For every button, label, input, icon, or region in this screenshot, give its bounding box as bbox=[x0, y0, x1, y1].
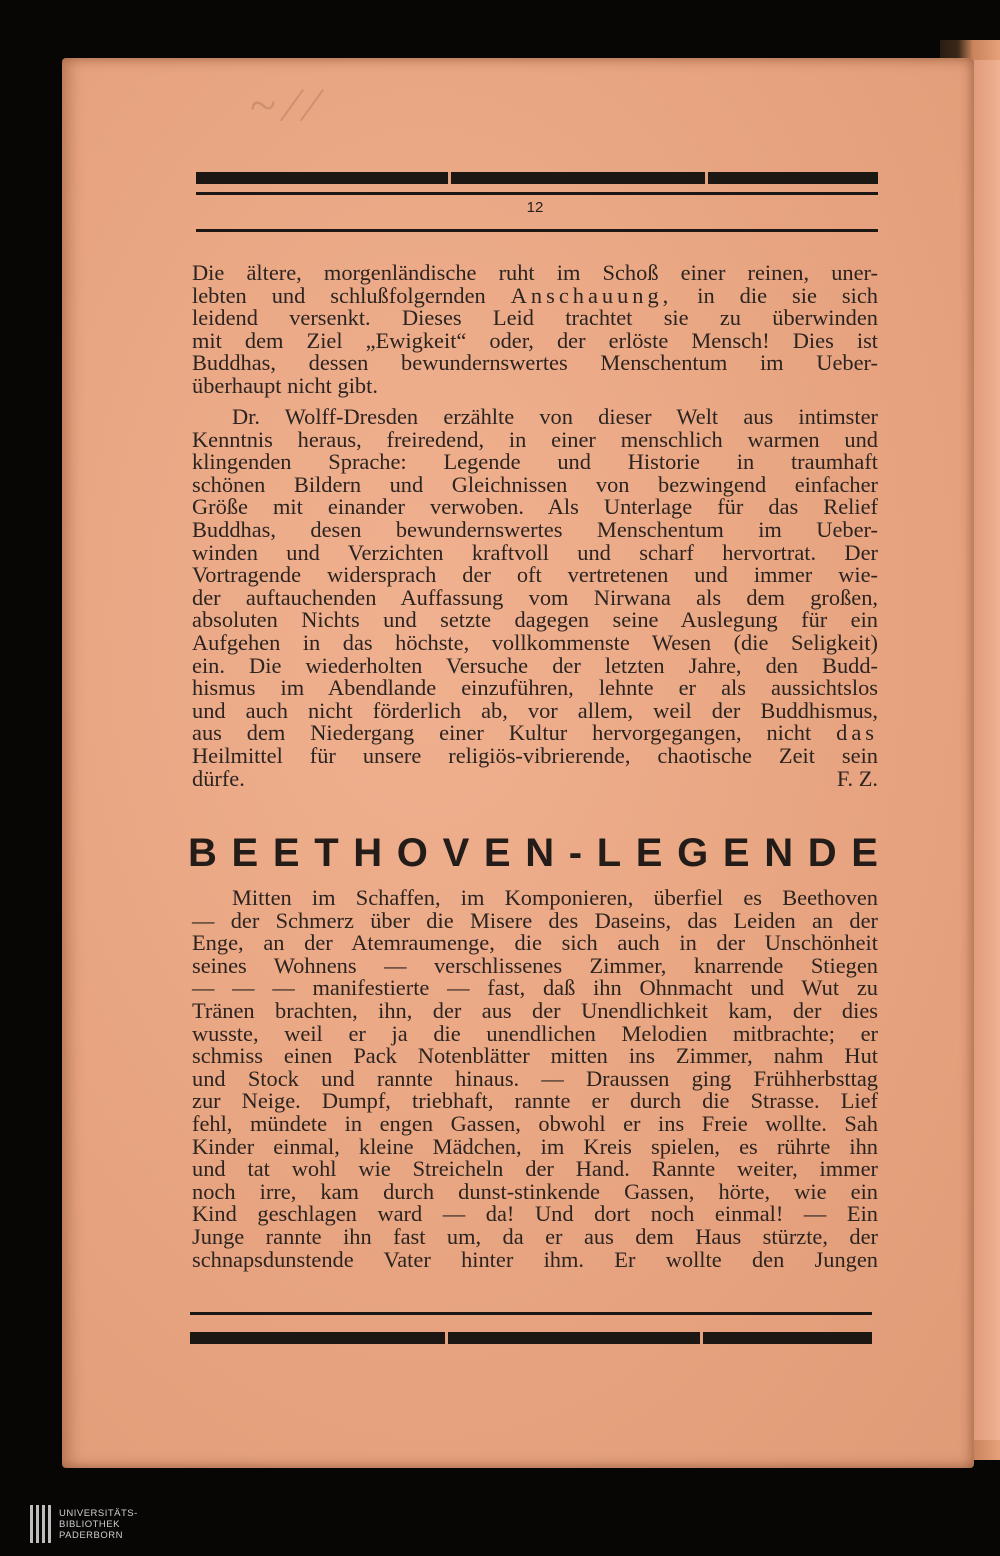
text-line: Dr. Wolff-Dresden erzählte von dieser Welt aus intimster bbox=[232, 404, 878, 429]
text-line: Enge, an der Atemraumenge, die sich auch in der Unschönheit bbox=[192, 930, 878, 956]
paragraph-lecture-report bbox=[192, 406, 878, 790]
text-line: Mitten im Schaffen, im Komponieren, überfiel es Beethoven bbox=[232, 885, 878, 910]
text-line: Kinder einmal, kleine Mädchen, im Kreis spielen, es rührte ihn bbox=[192, 1133, 878, 1159]
heading-letter: N bbox=[764, 831, 794, 875]
text-line: der auftauchenden Auffassung vom Nirwana als dem großen, bbox=[192, 584, 878, 610]
heading-letter: E bbox=[635, 831, 663, 875]
header-rule-thin bbox=[196, 192, 878, 195]
heading-letter: E bbox=[851, 831, 878, 875]
heading-letter: D bbox=[807, 831, 837, 875]
text-line: fehl, mündete in engen Gassen, obwohl er ins Freie wollte. Sah bbox=[192, 1110, 878, 1136]
heading-letter: - bbox=[568, 831, 583, 875]
text-line: klingenden Sprache: Legende und Historie in traumhaft bbox=[192, 449, 878, 475]
text-line: zur Neige. Dumpf, triebhaft, rannte er durch die Strasse. Lief bbox=[192, 1088, 878, 1114]
text-line-signoff bbox=[192, 765, 878, 791]
heading-letter: L bbox=[596, 831, 622, 875]
text-line: schmiss einen Pack Notenblätter mitten ins Zimmer, nahm Hut bbox=[192, 1043, 878, 1069]
footer-rule-gap bbox=[700, 1332, 703, 1344]
text-line: und auch nicht förderlich ab, vor allem, weil der Buddhismus, bbox=[192, 697, 878, 723]
text-fragment: dürfe. bbox=[192, 765, 245, 791]
text-line bbox=[192, 722, 878, 745]
spaced-emphasis: das bbox=[836, 720, 878, 746]
text-line: Tränen brachten, ihn, der aus der Unendlichkeit kam, der dies bbox=[192, 997, 878, 1023]
text-fragment: in die sie sich bbox=[697, 282, 878, 308]
text-fragment: lebten und schlußfolgernden bbox=[192, 282, 486, 308]
header-rule-gap bbox=[448, 172, 451, 184]
heading-letter: G bbox=[677, 831, 709, 875]
header-rule-thick bbox=[196, 172, 878, 184]
text-line: — der Schmerz über die Misere des Daseins, das Leiden an der bbox=[192, 907, 878, 933]
author-initials: F. Z. bbox=[836, 765, 878, 791]
text-line: Buddhas, dessen bewundernswertes Menschentum im Ueber- bbox=[192, 350, 878, 376]
text-line: winden und Verzichten kraftvoll und scharf hervortrat. Der bbox=[192, 539, 878, 565]
footer-rule-thick bbox=[190, 1332, 872, 1344]
header-rule-bottom bbox=[196, 229, 878, 232]
logo-line: BIBLIOTHEK bbox=[59, 1518, 120, 1530]
text-line: Die ältere, morgenländische ruht im Schoß einer reinen, uner- bbox=[192, 260, 878, 285]
paragraph-eastern-religion bbox=[192, 262, 878, 398]
text-line: Kenntnis heraus, freiredend, in einer menschlich warmen und bbox=[192, 426, 878, 452]
text-line: Aufgehen in das höchste, vollkommenste Wesen (die Seligkeit) bbox=[192, 629, 878, 655]
text-line: überhaupt nicht gibt. bbox=[192, 372, 378, 398]
text-line: — — — manifestierte — fast, daß ihn Ohnmacht und Wut zu bbox=[192, 975, 878, 1001]
footer-rule-gap bbox=[445, 1332, 448, 1344]
header-rule-gap bbox=[705, 172, 708, 184]
bleed-through-mark: ~ ⁄ ⁄ bbox=[250, 79, 316, 132]
text-line: Vortragende widersprach der oft vertretenen und immer wie- bbox=[192, 562, 878, 588]
heading-letter: T bbox=[314, 831, 339, 875]
text-line: hismus im Abendlande einzuführen, lehnte er als aussichtslos bbox=[192, 675, 878, 701]
text-line bbox=[192, 282, 878, 308]
text-line: und Stock und rannte hinaus. — Draussen ging Frühherbsttag bbox=[192, 1065, 878, 1091]
text-line: und tat wohl wie Streicheln der Hand. Rannte weiter, immer bbox=[192, 1156, 878, 1182]
text-line: schönen Bildern und Gleichnissen von bezwingend einfacher bbox=[192, 471, 878, 497]
heading-letter: V bbox=[442, 831, 470, 875]
logo-bars-icon bbox=[30, 1505, 51, 1543]
section-heading bbox=[188, 830, 878, 876]
page-number: 12 bbox=[526, 199, 544, 216]
heading-letter: E bbox=[722, 831, 750, 875]
text-line: schnapsdunstende Vater hinter ihm. Er wollte den Jungen bbox=[192, 1246, 878, 1272]
logo-line: PADERBORN bbox=[59, 1529, 123, 1541]
text-line: Heilmittel für unsere religiös-vibrierende, chaotische Zeit sein bbox=[192, 742, 878, 768]
heading-letter: B bbox=[188, 831, 217, 875]
heading-letter: N bbox=[525, 831, 555, 875]
logo-line: UNIVERSITÄTS- bbox=[59, 1507, 138, 1519]
heading-letter: E bbox=[483, 831, 511, 875]
text-line: Junge rannte ihn fast um, da er aus dem Haus stürzte, der bbox=[192, 1223, 878, 1249]
footer-rule-thin bbox=[190, 1312, 872, 1315]
spaced-emphasis: Anschauung, bbox=[510, 282, 673, 308]
heading-letter: H bbox=[353, 831, 383, 875]
text-fragment: aus dem Niedergang einer Kultur hervorgegangen, nicht bbox=[192, 720, 812, 746]
text-line: noch irre, kam durch dunst-stinkende Gassen, hörte, wie ein bbox=[192, 1178, 878, 1204]
text-line: wusste, weil er ja die unendlichen Melodien mitbrachte; er bbox=[192, 1020, 878, 1046]
library-logo bbox=[30, 1504, 160, 1544]
text-line: seines Wohnens — verschlissenes Zimmer, knarrende Stiegen bbox=[192, 952, 878, 978]
logo-text bbox=[59, 1508, 138, 1541]
heading-letter: E bbox=[272, 831, 300, 875]
text-line: Größe mit einander verwoben. Als Unterlage für das Relief bbox=[192, 494, 878, 520]
text-line: ein. Die wiederholten Versuche der letzten Jahre, den Budd- bbox=[192, 652, 878, 678]
text-line: Buddhas, desen bewundernswertes Menschentum im Ueber- bbox=[192, 516, 878, 542]
heading-letter: O bbox=[396, 831, 428, 875]
text-line: mit dem Ziel „Ewigkeit“ oder, der erlöste Mensch! Dies ist bbox=[192, 327, 878, 353]
text-line: absoluten Nichts und setzte dagegen seine Auslegung für ein bbox=[192, 607, 878, 633]
text-line: leidend versenkt. Dieses Leid trachtet sie zu überwinden bbox=[192, 305, 878, 331]
text-line: Kind geschlagen ward — da! Und dort noch einmal! — Ein bbox=[192, 1201, 878, 1227]
paragraph-beethoven-legend bbox=[192, 887, 878, 1271]
heading-letter: E bbox=[231, 831, 259, 875]
